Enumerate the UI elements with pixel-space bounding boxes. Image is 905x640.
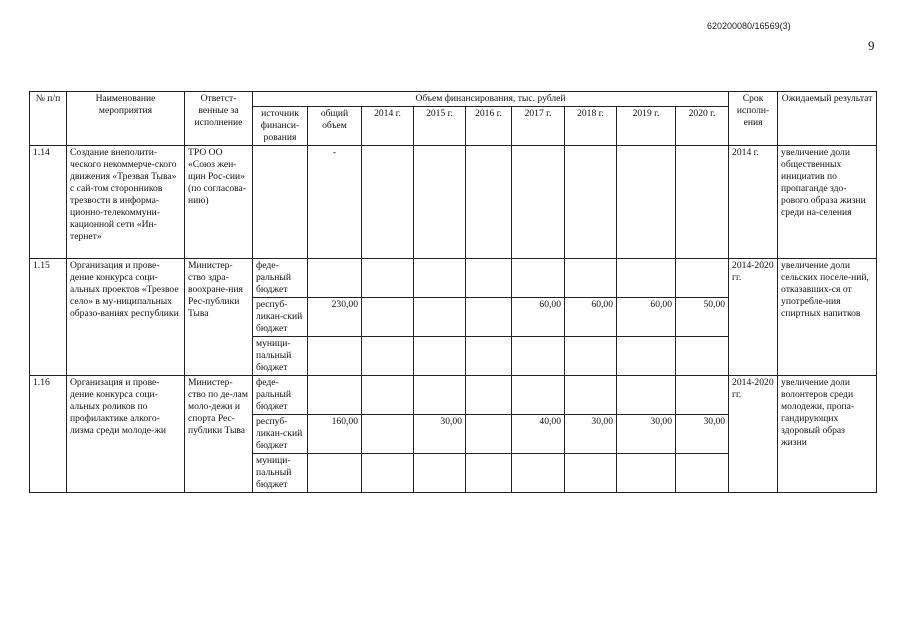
activity-name: Организация и прове-дение конкурса соци-альных роликов по профилактике алкого-лизма среди молоде-жи — [67, 376, 185, 493]
year-amount — [466, 454, 512, 493]
year-amount — [617, 146, 676, 259]
header-year: 2014 г. — [362, 107, 414, 146]
year-amount — [512, 454, 565, 493]
year-amount — [362, 337, 414, 376]
year-amount — [565, 337, 617, 376]
document-code: 620200080/16569(3) — [707, 21, 791, 31]
year-amount — [565, 146, 617, 259]
year-amount — [466, 298, 512, 337]
header-term: Срок исполн-ения — [729, 92, 778, 146]
expected-result: увеличение доли сельских поселе-ний, отказавших-ся от употребле-ния спиртных напитков — [778, 259, 877, 376]
year-amount — [414, 454, 466, 493]
year-amount — [362, 454, 414, 493]
year-amount — [676, 376, 729, 415]
total-amount — [308, 376, 362, 415]
year-amount: 30,00 — [617, 415, 676, 454]
year-amount — [466, 376, 512, 415]
row-num: 1.14 — [30, 146, 67, 259]
total-amount — [308, 337, 362, 376]
year-amount — [617, 376, 676, 415]
term: 2014-2020 гг. — [729, 259, 778, 376]
term: 2014 г. — [729, 146, 778, 259]
header-year: 2015 г. — [414, 107, 466, 146]
year-amount — [362, 415, 414, 454]
year-amount — [466, 415, 512, 454]
total-amount: 230,00 — [308, 298, 362, 337]
header-year: 2019 г. — [617, 107, 676, 146]
responsible-party: Министер-ство по де-лам моло-дежи и спорта Рес-публики Тыва — [185, 376, 253, 493]
table-row — [30, 376, 877, 415]
header-year: 2020 г. — [676, 107, 729, 146]
year-amount: 60,00 — [512, 298, 565, 337]
table-row — [30, 259, 877, 298]
year-amount — [414, 259, 466, 298]
funding-source: муници-пальный бюджет — [253, 454, 308, 493]
year-amount — [565, 259, 617, 298]
year-amount — [676, 146, 729, 259]
expected-result: увеличение доли общественных инициатив по пропаганде здо-рового образа жизни среди на-селения — [778, 146, 877, 259]
funding-source: респуб-ликан-ский бюджет — [253, 415, 308, 454]
year-amount — [512, 337, 565, 376]
year-amount — [676, 259, 729, 298]
year-amount — [466, 259, 512, 298]
row-num: 1.16 — [30, 376, 67, 493]
funding-source: респуб-ликан-ский бюджет — [253, 298, 308, 337]
total-amount — [308, 454, 362, 493]
year-amount — [466, 146, 512, 259]
year-amount — [512, 146, 565, 259]
header-num: № п/п — [30, 92, 67, 146]
funding-source: феде-ральный бюджет — [253, 376, 308, 415]
year-amount — [617, 454, 676, 493]
year-amount: 40,00 — [512, 415, 565, 454]
funding-source: феде-ральный бюджет — [253, 259, 308, 298]
year-amount — [512, 259, 565, 298]
year-amount — [414, 376, 466, 415]
funding-source — [253, 146, 308, 259]
header-year: 2017 г. — [512, 107, 565, 146]
header-result: Ожидаемый результат — [778, 92, 877, 146]
year-amount — [565, 376, 617, 415]
activity-name: Организация и прове-дение конкурса соци-альных проектов «Трезвое село» в му-ниципальных образо-ваниях республики — [67, 259, 185, 376]
header-responsible: Ответст-венные за исполнение — [185, 92, 253, 146]
year-amount: 60,00 — [617, 298, 676, 337]
term: 2014-2020 гг. — [729, 376, 778, 493]
funding-source: муници-пальный бюджет — [253, 337, 308, 376]
row-num: 1.15 — [30, 259, 67, 376]
year-amount — [362, 259, 414, 298]
year-amount: 50,00 — [676, 298, 729, 337]
year-amount — [617, 259, 676, 298]
year-amount — [414, 337, 466, 376]
table-row — [30, 146, 877, 259]
year-amount — [676, 454, 729, 493]
expected-result: увеличение доли волонтеров среди молодежи, пропа-гандирующих здоровый образ жизни — [778, 376, 877, 493]
year-amount — [362, 146, 414, 259]
year-amount: 60,00 — [565, 298, 617, 337]
header-year: 2016 г. — [466, 107, 512, 146]
year-amount — [676, 337, 729, 376]
header-source: источник финанси-рования — [253, 107, 308, 146]
year-amount: 30,00 — [565, 415, 617, 454]
year-amount: 30,00 — [414, 415, 466, 454]
activity-name: Создание внеполити-ческого некоммерче-ского движения «Трезвая Тыва» с сай-том сторонников трезвости в информа-ционно-телекоммуни-кационной сети «Ин-тернет» — [67, 146, 185, 259]
activities-table — [29, 91, 877, 493]
year-amount — [362, 298, 414, 337]
header-year: 2018 г. — [565, 107, 617, 146]
total-amount: 160,00 — [308, 415, 362, 454]
year-amount — [512, 376, 565, 415]
year-amount: 30,00 — [676, 415, 729, 454]
year-amount — [362, 376, 414, 415]
year-amount — [565, 454, 617, 493]
responsible-party: ТРО ОО «Союз жен-щин Рос-сии» (по согласова-нию) — [185, 146, 253, 259]
total-amount: - — [308, 146, 362, 259]
year-amount — [414, 298, 466, 337]
year-amount — [466, 337, 512, 376]
header-total: общий объем — [308, 107, 362, 146]
header-name: Наименование мероприятия — [67, 92, 185, 146]
year-amount — [414, 146, 466, 259]
year-amount — [617, 337, 676, 376]
page-number: 9 — [868, 38, 875, 53]
total-amount — [308, 259, 362, 298]
responsible-party: Министер-ство здра-воохране-ния Рес-публики Тыва — [185, 259, 253, 376]
header-funding: Объем финансирования, тыс. рублей — [253, 92, 729, 107]
